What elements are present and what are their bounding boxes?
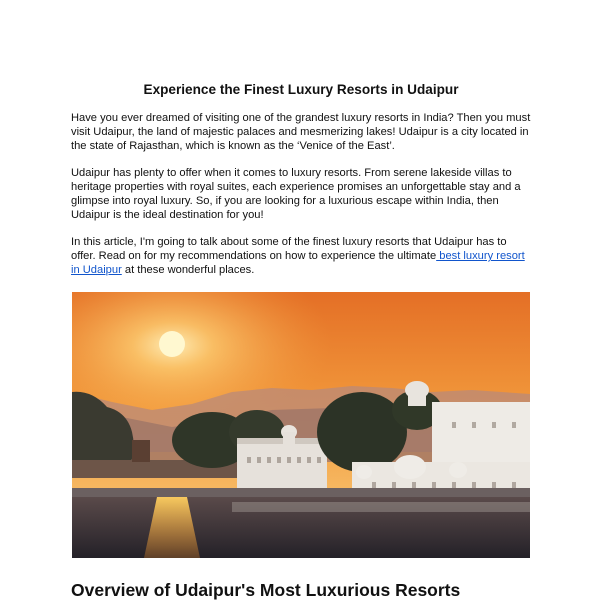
- sun-shape: [159, 331, 185, 357]
- best-luxury-resort-link[interactable]: best luxury resort in Udaipur: [71, 250, 525, 276]
- article-title: Experience the Finest Luxury Resorts in Udaipur: [143, 82, 459, 97]
- second-paragraph: Udaipur has plenty to offer when it comes to luxury resorts. From serene lakeside villas to heritage properties with royal suites, each experience promises an unforgettable stay and a glimpse into royal luxury. So, if you are looking for a luxurious escape within India, then Udaipur is the ideal destination for you!: [71, 167, 521, 221]
- third-paragraph-tail: at these wonderful places.: [121, 264, 255, 276]
- intro-paragraph: Have you ever dreamed of visiting one of the grandest luxury resorts in India? Then you must visit Udaipur, the land of majestic palaces and mesmerizing lakes! Udaipur is a city located in the state of Rajasthan, which is known as the ‘Venice of the East’.: [71, 112, 531, 152]
- third-paragraph: [71, 235, 533, 277]
- udaipur-lake-palace-photo: [72, 292, 530, 558]
- third-paragraph-text: In this article, I'm going to talk about some of the finest luxury resorts that Udaipur has to offer. Read on for my recommendations on how to experience the ultimate: [71, 236, 507, 262]
- section-heading: Overview of Udaipur's Most Luxurious Resorts: [71, 580, 461, 600]
